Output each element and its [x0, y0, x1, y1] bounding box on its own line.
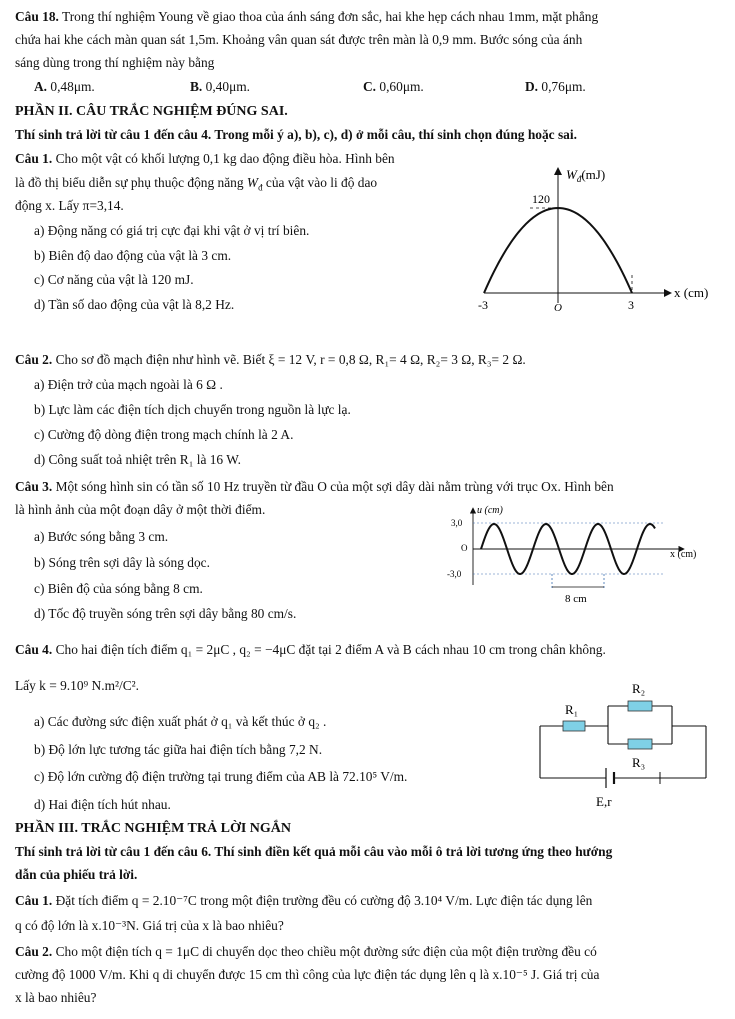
- q18-line-1: [15, 8, 598, 25]
- p2c2-number: Câu 2.: [15, 352, 53, 367]
- q18-option-c[interactable]: [363, 78, 424, 95]
- energy-graph-peak-label: 120: [532, 192, 550, 206]
- energy-graph: [470, 163, 720, 323]
- p2c1-statement-d: d) Tần số dao động của vật là 8,2 Hz.: [34, 297, 235, 312]
- p2c4-line-2: Lấy k = 9.10⁹ N.m²/C².: [15, 678, 140, 693]
- p2c1-statement-c: c) Cơ năng của vật là 120 mJ.: [34, 272, 194, 287]
- p3c2-line-2: cường độ 1000 V/m. Khi q di chuyển được 15 cm thì công của lực điện tác dụng lên q là x.10⁻⁵ J. Giá trị của: [15, 967, 600, 982]
- p3c2-number: Câu 2.: [15, 944, 53, 959]
- p2c3-statement-b: b) Sóng trên sợi dây là sóng dọc.: [34, 555, 210, 570]
- p2c1-statement-a: a) Động năng có giá trị cực đại khi vật ở vị trí biên.: [34, 223, 310, 238]
- resistor-r1: [563, 721, 585, 731]
- p2c3-line-2: là hình ảnh của một đoạn dây ở một thời điểm.: [15, 502, 266, 517]
- energy-graph-xlabel: x (cm): [674, 285, 709, 300]
- part2-instruction: Thí sinh trả lời từ câu 1 đến câu 4. Trong mỗi ý a), b), c), d) ở mỗi câu, thí sinh chọn đúng hoặc sai.: [15, 127, 577, 142]
- p2c3-number: Câu 3.: [15, 479, 53, 494]
- p2c3-statement-d: d) Tốc độ truyền sóng trên sợi dây bằng 80 cm/s.: [34, 606, 297, 621]
- q18-text-1: Trong thí nghiệm Young về giao thoa của ánh sáng đơn sắc, hai khe hẹp cách nhau 1mm, mặt phẳng: [62, 9, 599, 24]
- q18-line-3: sáng dùng trong thí nghiệm này bằng: [15, 55, 215, 70]
- p2c2-statement-a: a) Điện trở của mạch ngoài là 6 Ω .: [34, 377, 223, 392]
- p2c1-statement-b: b) Biên độ dao động của vật là 3 cm.: [34, 248, 232, 263]
- p2c2-statement-b: b) Lực làm các điện tích dịch chuyển trong nguồn là lực lạ.: [34, 402, 351, 417]
- p2c4-statement-a: a) Các đường sức điện xuất phát ở q₁ và kết thúc ở q₂ .: [34, 714, 327, 729]
- part3-heading: PHẦN III. TRẮC NGHIỆM TRẢ LỜI NGẮN: [15, 821, 292, 836]
- p3c2-line-3: x là bao nhiêu?: [15, 990, 97, 1005]
- option-label: A.: [34, 79, 48, 94]
- wave-span-label: 8 cm: [565, 593, 587, 605]
- p2c2-statement-c: c) Cường độ dòng điện trong mạch chính là 2 A.: [34, 427, 294, 442]
- q18-option-a[interactable]: [34, 78, 95, 95]
- part3-instruction-1: Thí sinh trả lời từ câu 1 đến câu 6. Thí sinh điền kết quả mỗi câu vào mỗi ô trả lời tương ứng theo hướng: [15, 844, 613, 859]
- p3c2-text-1: Cho một điện tích q = 1μC di chuyển dọc theo chiều một đường sức điện của một điện trường đều có: [55, 944, 597, 959]
- q18-number: Câu 18.: [15, 9, 59, 24]
- p3c1-text-1: Đặt tích điểm q = 2.10⁻⁷C trong một điện trường đều có cường độ 3.10⁴ V/m. Lực điện tác dụng lên: [55, 893, 593, 908]
- wave-graph: [445, 503, 715, 608]
- p2c1-text-2a: là đồ thị biểu diễn sự phụ thuộc động năng: [15, 175, 244, 190]
- option-text: 0,76μm.: [541, 79, 586, 94]
- p3c1-line-2: q có độ lớn là x.10⁻³N. Giá trị của x là bao nhiêu?: [15, 918, 284, 933]
- resistor-r3: [628, 739, 652, 749]
- energy-graph-tick-3: 3: [628, 298, 634, 312]
- p2c4-line-1: [15, 641, 606, 658]
- resistor-r2: [628, 701, 652, 711]
- p2c2-line-1: [15, 351, 526, 368]
- p2c1-line-2: [15, 174, 377, 197]
- label-r3: R₃: [632, 755, 646, 770]
- q18-option-b[interactable]: [190, 78, 250, 95]
- p2c1-text-1: Cho một vật có khối lượng 0,1 kg dao động điều hòa. Hình bên: [55, 151, 395, 166]
- option-text: 0,40μm.: [205, 79, 251, 94]
- energy-graph-tick-origin: O: [554, 302, 562, 314]
- p2c4-statement-c: c) Độ lớn cường độ điện trường tại trung điểm của AB là 72.10⁵ V/m.: [34, 769, 408, 784]
- p2c1-number: Câu 1.: [15, 151, 53, 166]
- p2c3-line-1: [15, 478, 614, 495]
- p2c4-statement-d: d) Hai điện tích hút nhau.: [34, 797, 171, 812]
- q18-line-2: chứa hai khe cách màn quan sát 1,5m. Khoảng vân quan sát được trên màn là 0,9 mm. Bước sóng của ánh: [15, 32, 583, 47]
- option-label: C.: [363, 79, 377, 94]
- option-text: 0,48μm.: [50, 79, 95, 94]
- p3c2-line-1: [15, 943, 597, 960]
- option-text: 0,60μm.: [379, 79, 424, 94]
- p2c1-line-1: [15, 150, 395, 167]
- label-r2: R₂: [632, 681, 646, 696]
- p3c1-line-1: [15, 892, 592, 909]
- p2c2-text-1: Cho sơ đồ mạch điện như hình vẽ. Biết ξ = 12 V, r = 0,8 Ω, R₁= 4 Ω, R₂= 3 Ω, R₃= 2 Ω.: [55, 352, 526, 367]
- label-source: E,r: [596, 794, 612, 809]
- p3c1-number: Câu 1.: [15, 893, 53, 908]
- label-r1: R₁: [565, 702, 579, 717]
- p2c4-statement-b: b) Độ lớn lực tương tác giữa hai điện tích bằng 7,2 N.: [34, 742, 323, 757]
- p2c3-text-1: Một sóng hình sin có tần số 10 Hz truyền từ đầu O của một sợi dây dài nằm trùng với trục Ox. Hình bên: [55, 479, 614, 494]
- wave-graph-y-top: 3,0: [451, 518, 463, 528]
- energy-graph-ylabel: $W_đ(mJ)$: [566, 167, 606, 184]
- part3-instruction-2: dẫn của phiếu trả lời.: [15, 867, 138, 882]
- part2-heading: PHẦN II. CÂU TRẮC NGHIỆM ĐÚNG SAI.: [15, 104, 288, 119]
- p2c1-line-3: động x. Lấy π=3,14.: [15, 198, 124, 213]
- option-label: D.: [525, 79, 539, 94]
- wave-graph-xlabel: x (cm): [670, 549, 697, 560]
- p2c4-number: Câu 4.: [15, 642, 53, 657]
- q18-option-d[interactable]: [525, 78, 586, 95]
- p2c1-text-2d: của vật vào li độ dao: [265, 175, 378, 190]
- wave-graph-y-origin: O: [461, 543, 468, 553]
- p2c2-statement-d: d) Công suất toả nhiệt trên R₁ là 16 W.: [34, 452, 241, 467]
- p2c3-statement-a: a) Bước sóng bằng 3 cm.: [34, 529, 169, 544]
- wave-graph-y-bottom: -3,0: [447, 569, 462, 579]
- p2c4-text-1: Cho hai điện tích điểm q₁ = 2μC , q₂ = −4μC đặt tại 2 điểm A và B cách nhau 10 cm trong chân không.: [55, 642, 606, 657]
- p2c1-wd-symbol: W: [246, 175, 259, 190]
- p2c1-wd-sub: đ: [258, 182, 263, 193]
- circuit-diagram: [530, 678, 720, 813]
- wave-graph-ylabel: u (cm): [477, 505, 503, 516]
- energy-graph-tick-minus3: -3: [478, 298, 488, 312]
- p2c3-statement-c: c) Biên độ của sóng bằng 8 cm.: [34, 581, 203, 596]
- option-label: B.: [190, 79, 203, 94]
